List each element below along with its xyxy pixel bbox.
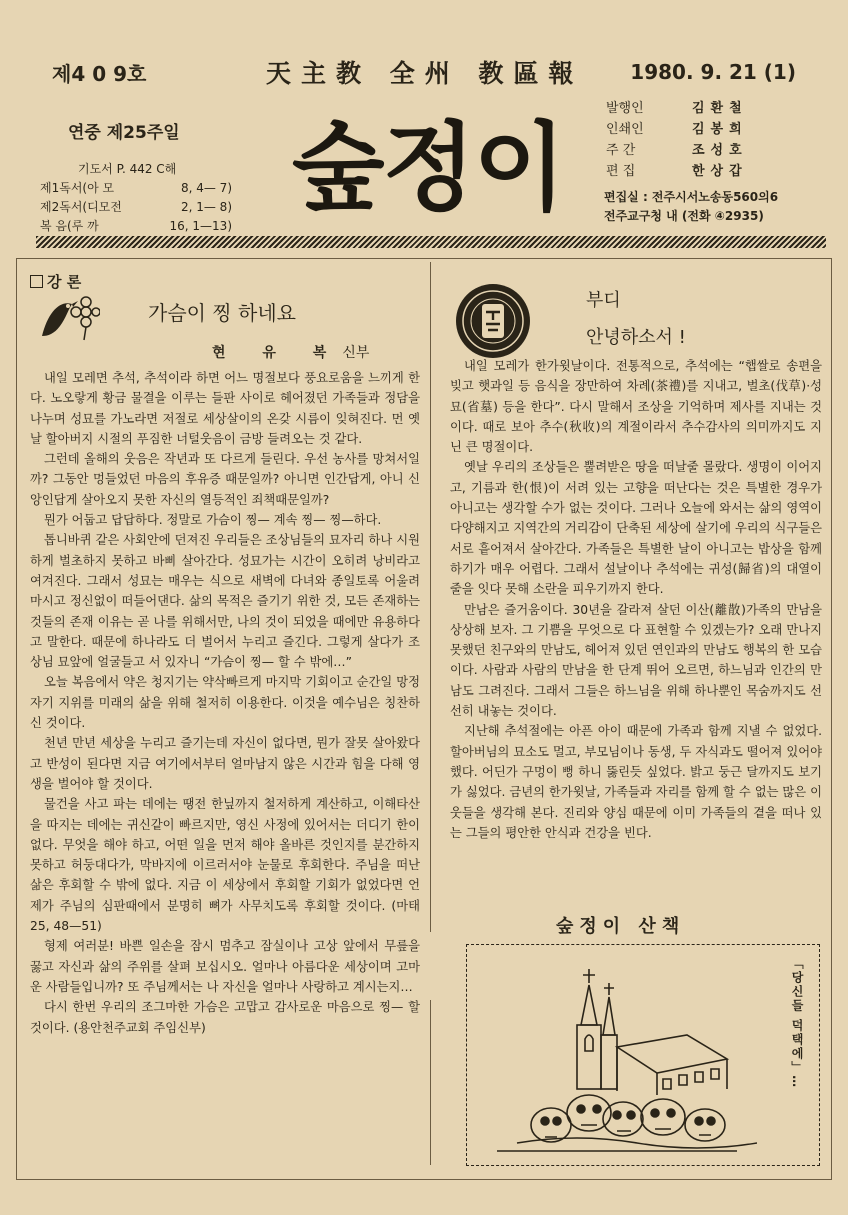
author-name: 현 유 복 bbox=[212, 345, 343, 361]
issue-number: 제4 0 9호 bbox=[52, 62, 147, 86]
reading-row bbox=[40, 217, 250, 236]
staff-row bbox=[606, 161, 816, 182]
section-label bbox=[30, 271, 81, 292]
reading-label: 복 음(루 까 bbox=[40, 219, 99, 233]
column-divider bbox=[430, 1000, 431, 1165]
staff-role: 주 간 bbox=[606, 143, 636, 158]
staff-role: 발행인 bbox=[606, 101, 644, 116]
circle-emblem-icon bbox=[454, 282, 532, 360]
staff-list bbox=[606, 98, 816, 182]
staff-role: 인쇄인 bbox=[606, 122, 644, 137]
sermon-body bbox=[30, 368, 420, 1038]
author-suffix: 신부 bbox=[342, 345, 370, 361]
reading-row bbox=[40, 198, 250, 217]
staff-name: 김환철 bbox=[692, 101, 748, 116]
paragraph: 다시 한번 우리의 조그마한 가슴은 고맙고 감사로운 마음으로 찡— 할 것이다. (용안천주교회 주임신부) bbox=[30, 1000, 420, 1035]
liturgical-sunday: 연중 제25주일 bbox=[68, 123, 180, 143]
bird-flower-icon bbox=[38, 292, 100, 342]
church-cartoon-illustration bbox=[477, 955, 757, 1160]
title-line: 부디 bbox=[586, 290, 621, 311]
staff-row bbox=[606, 119, 816, 140]
article-author bbox=[212, 342, 369, 362]
staff-role: 편 집 bbox=[606, 164, 636, 179]
section-label-text: 강 론 bbox=[47, 273, 82, 291]
cartoon-heading: 숲정이 산책 bbox=[556, 916, 686, 937]
hatched-divider bbox=[36, 236, 826, 248]
paragraph: 만남은 즐거움이다. 30년을 갈라져 살던 이산(離散)가족의 만남을 상상해 보자. 그 기쁨을 무엇으로 다 표현할 수 있겠는가? 오래 만나지 못했던 친구와의 만남도, 헤어져 있던 연인과의 만남도 행복의 한 모습이다. 사람과 사람의 만남을 한 단계 뛰어 오르면, 하느님과 인간의 만남도 그려진다. 그래서 그들은 하느님을 위해 하나뿐인 목숨까지도 선선히 내놓는 것이다. bbox=[450, 602, 822, 719]
address-line: 전주교구청 내 (전화 ④2935) bbox=[604, 209, 764, 223]
paragraph: 그런데 올해의 웃음은 작년과 또 다르게 들린다. 우선 농사를 망쳐서일까? 그동안 멍들었던 마음의 후유증 때문일까? 아니면 인간답게, 아니 신앙인답게 살아오지 못한 자신의 열등적인 죄책때문일까? bbox=[30, 452, 420, 507]
title-line: 안녕하소서 ! bbox=[586, 327, 686, 348]
paragraph: 내일 모레면 추석, 추석이라 하면 어느 명절보다 풍요로움을 느끼게 한다. 노오랗게 황금 물결을 이루는 들판 사이로 헤어졌던 가족들과 정담을 나누며 성묘를 가노라면 저절로 세상살이의 온갖 시름이 잊혀진다. 먼 옛날 할아버지 시절의 푸짐한 너털웃음이 금방 들려오는 것 같다. bbox=[30, 371, 420, 446]
reading-label: 제2독서(디모전 bbox=[40, 200, 122, 214]
staff-row bbox=[606, 98, 816, 119]
paragraph: 뭔가 어둡고 답답하다. 정말로 가슴이 찡— 계속 찡— 찡—하다. bbox=[44, 513, 382, 528]
paragraph: 지난해 추석절에는 아픈 아이 때문에 가족과 함께 지낼 수 없었다. 할아버님의 묘소도 멀고, 부모님이나 동생, 두 자식과도 떨어져 있어야 했다. 어딘가 구멍이 뻥 하니 뚫린듯 싶었다. 밝고 둥근 달까지도 보기가 싫었다. 금년의 한가윗날, 가족들과 자리를 함께 할 수 없는 많은 이웃들을 생각해 본다. 진리와 양심 때문에 이미 가족들의 곁을 떠나 있는 그들의 평안한 안식과 건강을 빈다. bbox=[450, 724, 822, 840]
paragraph: 물건을 사고 파는 데에는 땡전 한닢까지 철저하게 계산하고, 이해타산을 따지는 데에는 귀신같이 빠르지만, 영신 사정에 있어서는 더디기 한이 없다. 무엇을 해야 하고, 어떤 일을 먼저 해야 올바른 것인지를 분간하지 못하고 허둥대다가, 막바지에 이르러서야 눈물로 후회한다. 주님을 떠난 삶은 후회할 수 밖에 없다. 지금 이 세상에서 후회할 기회가 없었다면 언제가 주님의 심판때에서 분명히 뼈가 사무치도록 후회할 것이다. (마태 25, 48—51) bbox=[30, 797, 420, 934]
reading-ref: 8, 4— 7) bbox=[180, 181, 232, 195]
staff-name: 조성호 bbox=[692, 143, 748, 158]
paragraph: 내일 모레가 한가윗날이다. 전통적으로, 추석에는 “햅쌀로 송편을 빚고 햇과일 등 음식을 장만하여 차례(茶禮)를 지내고, 벌초(伐草)·성묘(省墓) 등을 한다”. 다시 말해서 조상을 기억하며 제사를 지내는 것이다. 때로 보아 추수(秋收)의 계절이라서 추수감사의 의미까지도 지닌 큰 명절이다. bbox=[450, 359, 822, 455]
column-divider bbox=[430, 262, 431, 932]
paragraph: 옛날 우리의 조상들은 뿔려받은 땅을 떠날줄 몰랐다. 생명이 이어지고, 기름과 한(恨)이 서려 있는 고향을 떠난다는 것은 특별한 경우가 아니고는 생각할 수가 없는 것이다. 그러나 오늘에 와서는 삶의 영역이 다양해지고 지역간의 거리감이 단축된 세상에 살기에 우리의 식구들은 서로 흩어져서 살아간다. 가족들은 특별한 날이 아니고는 밥상을 함께 하기가 매우 어렵다. 그래서 설날이나 추석에는 귀성(歸省)의 대열이 줄을 잇다 못해 소란을 피우기까지 한다. bbox=[450, 460, 822, 597]
article-title-right bbox=[586, 282, 686, 356]
issue-date: 1980. 9. 21 (1) bbox=[630, 60, 796, 84]
staff-row bbox=[606, 140, 816, 161]
reading-ref: 16, 1—13) bbox=[169, 219, 232, 233]
staff-name: 김봉희 bbox=[692, 122, 748, 137]
reading-row bbox=[40, 179, 250, 198]
paper-name: 天主教 全州 教區報 bbox=[266, 59, 584, 88]
readings-list bbox=[40, 160, 250, 236]
paragraph: 오늘 복음에서 약은 청지기는 약삭빠르게 마지막 기회이고 순간일 망정 자기 지위를 미래의 삶을 위해 철저히 이용한다. 이것을 예수님은 칭찬하신 것이다. bbox=[30, 675, 420, 731]
reading-label: 제1독서(아 모 bbox=[40, 181, 115, 195]
article-title: 가슴이 찡 하네요 bbox=[148, 301, 296, 325]
cartoon-caption: 「당신들 덕택에」… bbox=[790, 957, 804, 1090]
reading-ref: 2, 1— 8) bbox=[180, 200, 232, 214]
cartoon-box bbox=[466, 944, 820, 1166]
masthead-logo: 숲정이 bbox=[291, 111, 565, 224]
prayer-book-ref: 기도서 P. 442 C해 bbox=[78, 162, 177, 176]
paragraph: 천년 만년 세상을 누리고 즐기는데 자신이 없다면, 뭔가 잘못 살아왔다고 반성이 된다면 지금 여기에서부터 얼마남지 않은 시간과 힘을 다해 영생을 벌어야 할 것이다. bbox=[30, 736, 420, 791]
editorial-address bbox=[604, 188, 818, 226]
paragraph: 형제 여러분! 바쁜 일손을 잠시 멈추고 잠실이나 고상 앞에서 무릎을 꿇고 자신과 삶의 주위를 살펴 보십시오. 얼마나 아름다운 세상이며 고마운 사람들입니까? 또 주님께서는 나 자신을 얼마나 사랑하고 계시는지… bbox=[30, 939, 420, 994]
paragraph: 톱니바퀴 같은 사회안에 던져진 우리들은 조상님들의 묘자리 하나 시원하게 벌초하지 못하고 바삐 살아간다. 성묘가는 시간이 오히려 낭비라고 여겨진다. 그래서 성묘는 매우는 식으로 새벽에 다녀와 종일토록 어울려 마시고 정신없이 떠들어댄다. 삶의 목적은 즐기기 위한 것, 모든 존재하는 것들의 존재 이유는 곧 나를 위해서만, 나의 것이 되었을 때에만 유용하다고 말한다. 때문에 하나라도 더 벌어서 누리고 즐긴다. 그렇게 살다가 조상님 묘앞에 얼굴들고 서 있자니 “가슴이 찡— 할 수 밖에…” bbox=[30, 533, 420, 670]
checkbox-square-icon bbox=[30, 275, 43, 288]
chuseok-article-body bbox=[450, 356, 822, 843]
staff-name: 한상갑 bbox=[692, 164, 748, 179]
top-header bbox=[38, 54, 810, 94]
address-line: 편집실 : 전주시서노송동560의6 bbox=[604, 190, 779, 204]
